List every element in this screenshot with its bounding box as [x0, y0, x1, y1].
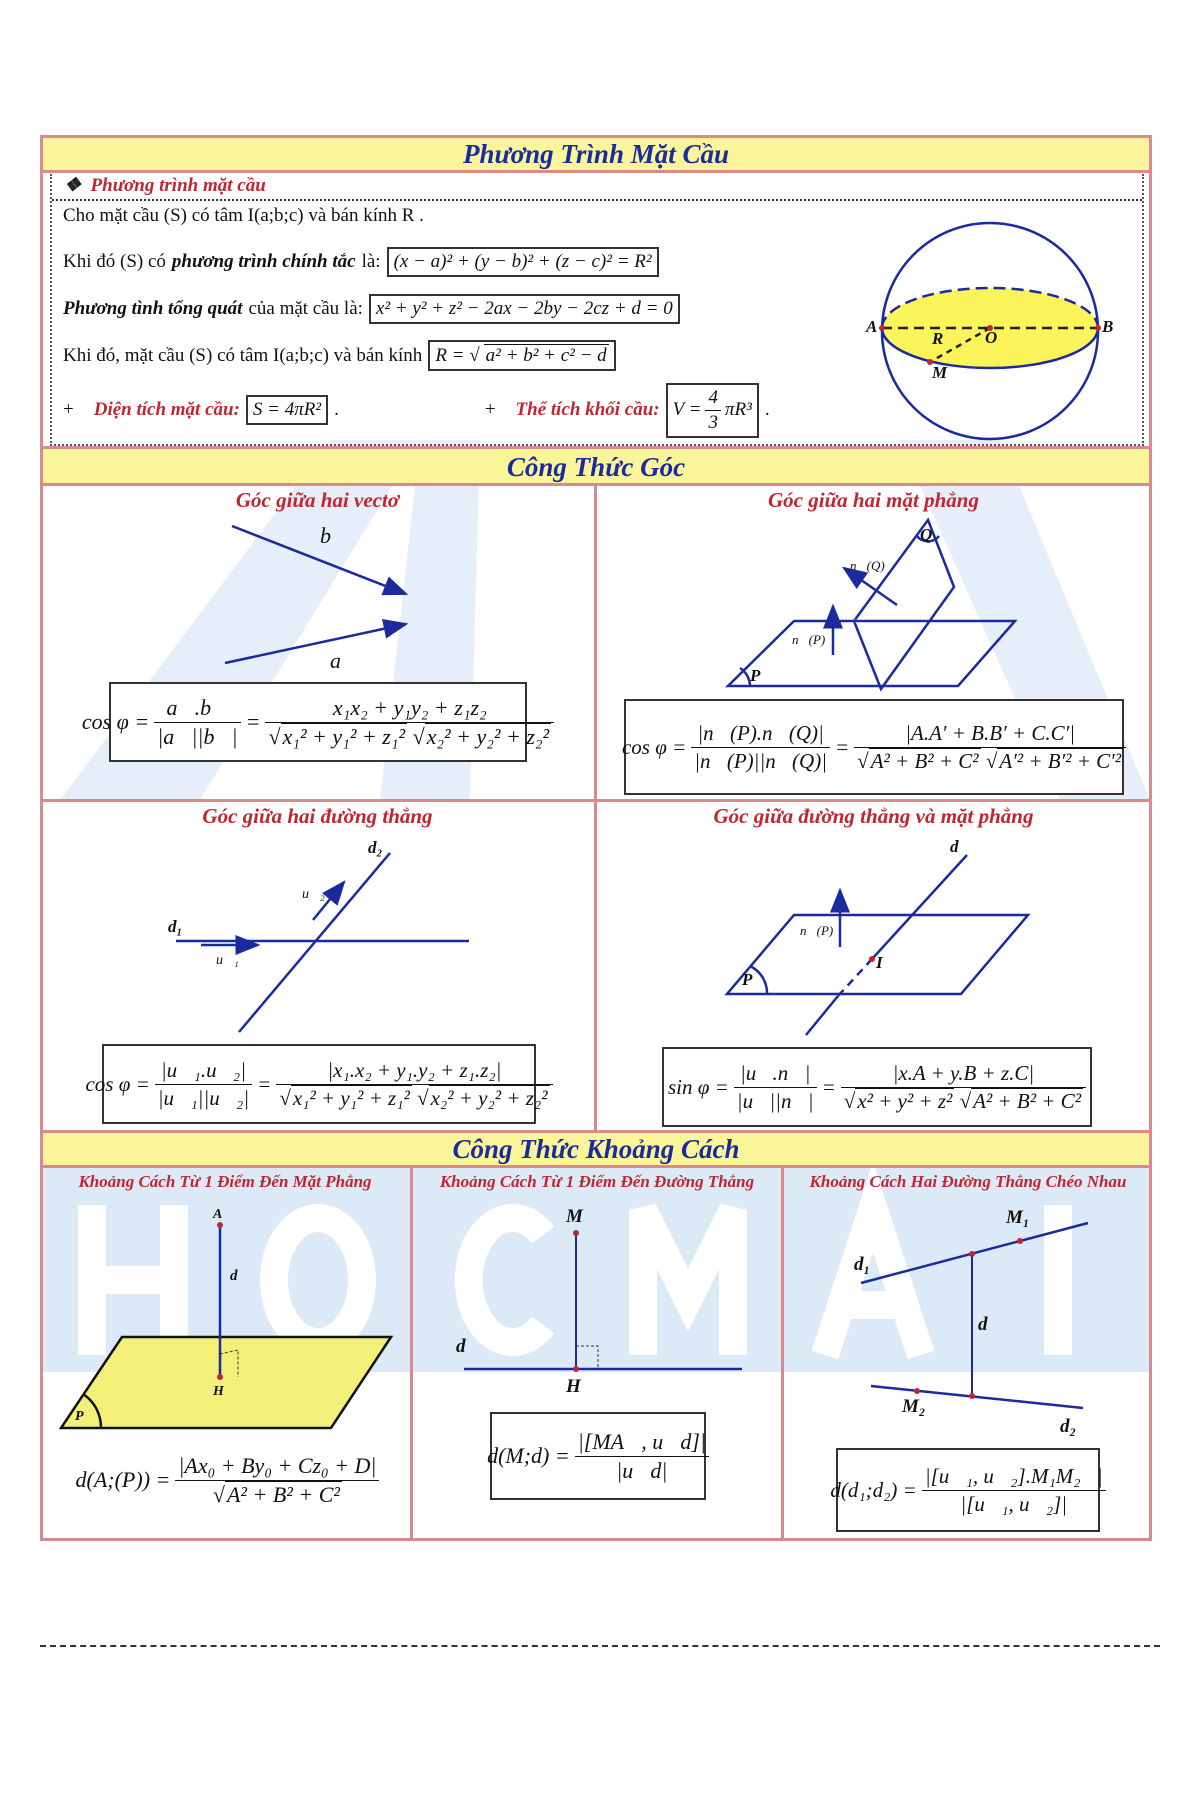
line-plane-figure [727, 855, 1028, 1035]
skew-lines-figure [861, 1223, 1088, 1408]
cell-title-point-plane: Khoảng Cách Từ 1 Điểm Đến Mặt Phẳng [78, 1172, 372, 1191]
cell-title-skew-lines: Khoảng Cách Hai Đường Thẳng Chéo Nhau [809, 1172, 1127, 1191]
equals: = [821, 1074, 836, 1099]
numerator: |Ax₀ + By₀ + Cz₀ + D| [175, 1453, 379, 1481]
radicand: x² + y² + z² [857, 1088, 953, 1113]
text: + [484, 399, 496, 420]
label-P: P [742, 970, 753, 989]
denominator: |n⃗(P)||n⃗(Q)| [694, 748, 827, 773]
radicand: A² + B² + C² [973, 1088, 1081, 1113]
lhs: cos φ = [85, 1071, 150, 1096]
radicand: A² + B² + C² [226, 1481, 340, 1507]
denominator: √A² + B² + C² √A′² + B′² + C′² [857, 748, 1122, 773]
lhs: cos φ = [81, 709, 150, 734]
text-bold: Phương tình tổng quát [63, 298, 243, 319]
radicand: x₂² + y₂² + z₂² [430, 1085, 548, 1110]
numerator: |A.A′ + B.B′ + C.C′| [854, 721, 1126, 748]
label-Q: Q [920, 525, 933, 544]
lhs: cos φ = [621, 734, 687, 759]
label-M2: M₂ [902, 1396, 926, 1417]
label-I: I [876, 953, 883, 972]
denominator: |u⃗||n⃗| [736, 1088, 814, 1113]
diamond-bullet-icon: ❖ [64, 175, 91, 196]
section-title-sphere: Phương Trình Mặt Cầu [40, 135, 1152, 173]
numerator: |[MA⃗, u⃗d]| [575, 1429, 709, 1457]
section-title-distance: Công Thức Khoảng Cách [40, 1130, 1152, 1168]
denominator: |a⃗||b⃗| [157, 723, 238, 749]
denominator: |u⃗₁||u⃗₂| [157, 1085, 250, 1110]
label-d: d [456, 1336, 466, 1357]
label-d: d [230, 1268, 238, 1284]
text: . [764, 399, 770, 420]
label-R: R [932, 329, 944, 348]
radicand: a² + b² + c² − d [485, 345, 607, 366]
cell-title-point-line: Khoảng Cách Từ 1 Điểm Đến Đường Thẳng [439, 1172, 755, 1191]
area-formula: S = 4πR² [246, 395, 328, 425]
label-nP: n⃗(P) [800, 923, 834, 938]
equals: = [257, 1071, 272, 1096]
numerator: x₁x₂ + y₁y₂ + z₁z₂ [265, 695, 554, 723]
text: của mặt cầu là: [248, 298, 363, 319]
radicand: A² + B² + C² [870, 748, 979, 773]
text: Cho mặt cầu (S) có tâm I(a;b;c) và bán kính R . [63, 205, 424, 226]
denominator: √x₁² + y₁² + z₁² √x₂² + y₂² + z₂² [279, 1085, 548, 1110]
label-d1: d₁ [168, 917, 183, 936]
numerator: |n⃗(P).n⃗(Q)| [691, 721, 830, 748]
label-O: O [985, 328, 998, 347]
numerator: |u⃗.n⃗| [734, 1061, 817, 1088]
label-a: a⃗ [330, 648, 359, 673]
label-H: H [566, 1376, 581, 1397]
cell-title-line-plane: Góc giữa đường thẳng và mặt phẳng [713, 804, 1034, 828]
label-d2: d₂ [368, 838, 383, 857]
label-H: H [213, 1384, 224, 1399]
label-u2: u⃗₂ [302, 887, 325, 902]
label-d1: d₁ [854, 1254, 871, 1275]
radicand: A′² + B′² + C′² [999, 748, 1122, 773]
text: . [334, 399, 339, 420]
equals: = [245, 709, 261, 734]
radicand: x₁² + y₁² + z₁² [292, 1085, 410, 1110]
numerator: a⃗.b⃗ [154, 695, 240, 723]
text-bold: phương trình chính tắc [171, 251, 356, 272]
label-nQ: n⃗(Q) [850, 558, 885, 573]
label-M: M [932, 363, 948, 382]
text: Khi đó, mặt cầu (S) có tâm I(a;b;c) và bán kính [63, 344, 423, 366]
denominator: |u⃗d| [616, 1457, 668, 1483]
sphere-subtitle: Phương trình mặt cầu [90, 175, 266, 196]
dashed-separator [40, 1645, 1160, 1647]
label-nP: n⃗(P) [792, 632, 826, 647]
general-equation: x² + y² + z² − 2ax − 2by − 2cz + d = 0 [369, 294, 680, 324]
text: R = √ [435, 344, 480, 366]
planes-figure [728, 520, 1015, 689]
cell-title-planes: Góc giữa hai mặt phẳng [768, 488, 979, 512]
label-B: B [1102, 317, 1114, 336]
label-u1: u⃗₁ [216, 953, 239, 968]
lines-figure [176, 853, 469, 1032]
lhs: d(M;d) = [487, 1443, 570, 1468]
vector-b-arrow [232, 526, 406, 594]
numerator: |x.A + y.B + z.C| [841, 1061, 1086, 1088]
radicand: x₁² + y₁² + z₁² [282, 723, 406, 749]
text: πR³ [724, 399, 752, 420]
section-title-angle: Công Thức Góc [40, 446, 1152, 486]
numerator: |u⃗₁.u⃗₂| [155, 1058, 252, 1085]
label-M1: M₁ [1006, 1207, 1030, 1228]
lhs: d(A;(P)) = [75, 1467, 171, 1492]
text: Khi đó (S) có [63, 251, 166, 272]
label-d: d [978, 1314, 988, 1335]
denominator: √x² + y² + z² √A² + B² + C² [843, 1088, 1081, 1113]
text: + [63, 399, 74, 420]
denominator: √x₁² + y₁² + z₁² √x₂² + y₂² + z₂² [268, 723, 550, 749]
lhs: d(d₁;d₂) = [830, 1477, 917, 1502]
label-b: b⃗ [320, 523, 349, 548]
canonical-equation: (x − a)² + (y − b)² + (z − c)² = R² [387, 247, 659, 277]
numerator: |[u⃗₁, u⃗₂].M₁M₂⃗| [922, 1464, 1106, 1491]
volume-label: Thể tích khối cầu: [515, 399, 660, 420]
label-A: A [866, 317, 878, 336]
lhs: sin φ = [668, 1074, 729, 1099]
point-line-figure [464, 1233, 742, 1369]
radicand: x₂² + y₂² + z₂² [426, 723, 550, 749]
denominator: |[u⃗₁, u⃗₂]| [960, 1491, 1068, 1516]
label-P: P [75, 1409, 84, 1424]
text: V = [672, 399, 702, 420]
numerator: |x₁.x₂ + y₁.y₂ + z₁.z₂| [276, 1058, 552, 1085]
text: là: [361, 251, 381, 272]
point-plane-figure [61, 1225, 391, 1428]
label-d: d [950, 837, 959, 856]
equals: = [834, 734, 850, 759]
denominator: 3 [708, 411, 718, 433]
cell-title-lines: Góc giữa hai đường thẳng [202, 804, 433, 828]
label-M: M [566, 1206, 583, 1227]
label-d2: d₂ [1060, 1416, 1077, 1437]
label-A: A [213, 1207, 223, 1222]
denominator: √A² + B² + C² [212, 1481, 340, 1507]
label-P: P [750, 666, 761, 685]
vector-a-arrow [225, 624, 406, 663]
numerator: 4 [705, 387, 721, 411]
cell-title-vectors: Góc giữa hai vectơ [235, 488, 400, 512]
area-label: Diện tích mặt cầu: [93, 399, 240, 420]
